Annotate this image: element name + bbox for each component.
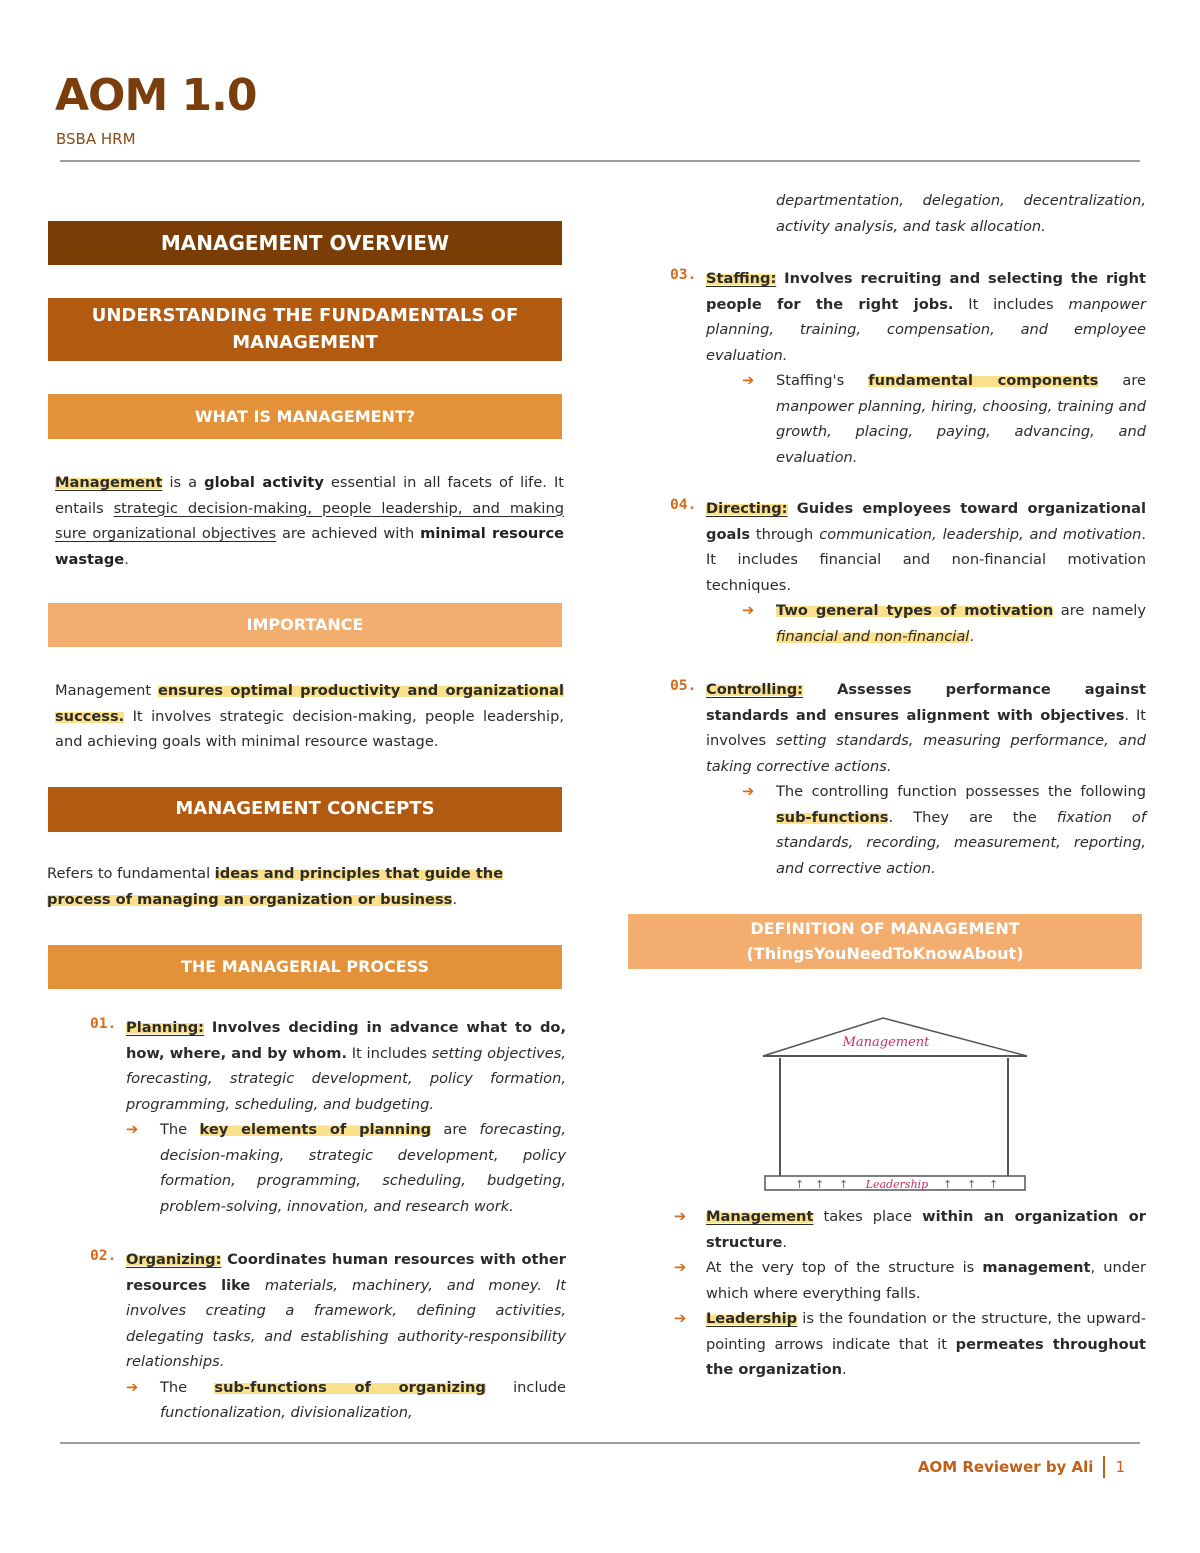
roof-label: Management <box>842 1035 930 1050</box>
text-run: are achieved with <box>276 525 421 542</box>
banner-management-concepts: MANAGEMENT CONCEPTS <box>48 787 562 832</box>
text-run: . They are the <box>888 808 1057 826</box>
bold-run: Coordinates human resources with other resources like <box>126 1251 566 1294</box>
highlight-phrase: sub-functions <box>776 808 889 826</box>
text-run: Refers to fundamental <box>47 865 215 882</box>
text-run: essential in all facets of life. It entails <box>55 474 564 517</box>
text-run: . <box>969 627 974 645</box>
arrow-icon: ➔ <box>126 1378 139 1396</box>
text-run: . <box>782 1233 788 1251</box>
process-item-organizing <box>90 1247 566 1426</box>
item-number: 04. <box>670 496 697 513</box>
arrow-icon: ↑ <box>989 1178 999 1191</box>
underlined-phrase: strategic decision-making, people leadership, and making sure organizational objectives <box>55 499 564 542</box>
arrow-icon: ➔ <box>742 602 755 619</box>
page-number: 1 <box>1115 1458 1125 1476</box>
footer-label: AOM Reviewer by Ali <box>917 1458 1094 1476</box>
text-run: It includes <box>347 1044 432 1062</box>
term-staffing: Staffing: <box>706 270 777 287</box>
sub-item <box>742 368 1146 470</box>
text-run: are <box>1098 372 1146 389</box>
text-run: The <box>160 1121 200 1138</box>
term-management: Management <box>706 1208 814 1225</box>
term-management: Management <box>55 474 163 491</box>
bold-run: Guides employees toward organizational goals <box>706 500 1146 543</box>
arrow-icon: ↑ <box>795 1178 805 1191</box>
sub-item <box>126 1375 566 1426</box>
organizing-continued <box>776 188 1146 239</box>
bullet-item <box>674 1306 1146 1383</box>
term-global-activity: global activity <box>204 474 324 491</box>
concepts-paragraph <box>47 861 522 912</box>
text-run: At the very top of the structure is <box>706 1259 983 1276</box>
importance-paragraph <box>55 678 564 755</box>
banner-definition-of-management <box>628 914 1142 969</box>
item-body <box>706 496 1146 598</box>
italic-run: communication, leadership, and motivation <box>819 525 1142 543</box>
text-run: . <box>842 1361 847 1378</box>
sub-item <box>742 598 1146 649</box>
term-controlling: Controlling: <box>706 681 804 698</box>
text-run: It includes <box>953 295 1069 313</box>
text-run: is a <box>162 474 205 491</box>
term-planning: Planning: <box>126 1019 204 1036</box>
arrow-icon: ↑ <box>839 1178 849 1191</box>
banner-what-is-management: WHAT IS MANAGEMENT? <box>48 394 562 439</box>
highlight-phrase: sub-functions of organizing <box>214 1378 486 1396</box>
definition-bullets <box>672 1204 1146 1383</box>
text-run: Management <box>55 682 158 699</box>
arrow-icon: ➔ <box>126 1121 139 1138</box>
bold-run: within an organization or structure <box>706 1208 1147 1251</box>
italic-run: manpower planning, training, compensation, and employee evaluation. <box>706 295 1147 364</box>
bullet-item <box>674 1204 1147 1255</box>
highlight-phrase: key elements of planning <box>199 1121 432 1138</box>
text-run: are <box>431 1121 480 1138</box>
item-number: 01. <box>90 1015 117 1032</box>
text-run: . <box>124 550 129 568</box>
arrow-icon: ➔ <box>674 1259 687 1276</box>
arrow-icon: ➔ <box>674 1208 687 1225</box>
text-run: . <box>452 890 457 908</box>
bold-run: Assesses performance against standards and ensures alignment with objectives <box>706 681 1146 724</box>
arrow-icon: ➔ <box>674 1310 687 1327</box>
arrow-icon: ↑ <box>943 1178 953 1191</box>
management-structure-diagram <box>755 1010 1035 1195</box>
bold-run: Involves deciding in advance what to do, how, where, and by whom. <box>126 1019 566 1062</box>
text-run: are namely <box>1053 602 1146 619</box>
banner-managerial-process: THE MANAGERIAL PROCESS <box>48 945 562 989</box>
bold-run: permeates throughout the organization <box>706 1335 1146 1378</box>
banner-line: DEFINITION OF MANAGEMENT <box>750 918 1020 938</box>
banner-line: (ThingsYouNeedToKnowAbout) <box>746 943 1024 963</box>
italic-run: manpower planning, hiring, choosing, training and growth, placing, paying, advancing, and evaluation. <box>776 397 1146 466</box>
arrow-icon: ↑ <box>967 1178 977 1191</box>
term-minimal-resource-wastage: minimal resource wastage <box>55 525 564 568</box>
document-title: AOM 1.0 <box>55 70 257 121</box>
process-item-planning <box>90 1015 566 1219</box>
item-body <box>126 1247 566 1375</box>
banner-importance: IMPORTANCE <box>48 603 562 647</box>
highlight-phrase: ideas and principles that guide the process of managing an organization or business <box>47 865 504 908</box>
text-run: It involves strategic decision-making, people leadership, and achieving goals with minimal resource wastage. <box>55 707 564 750</box>
page-footer <box>918 1456 1125 1478</box>
item-number: 05. <box>670 677 697 694</box>
process-item-controlling <box>670 677 1146 881</box>
italic-run: departmentation, delegation, decentralization, activity analysis, and task allocation. <box>776 192 1146 235</box>
text-run: The <box>160 1378 215 1396</box>
what-is-management-paragraph <box>55 470 564 572</box>
sub-item <box>126 1117 566 1219</box>
item-number: 02. <box>90 1247 117 1264</box>
document-subtitle: BSBA HRM <box>56 130 136 148</box>
term-directing: Directing: <box>706 500 788 517</box>
text-run: . It involves <box>706 706 1146 749</box>
footer-separator <box>1103 1456 1105 1478</box>
italic-run: functionalization, divisionalization, <box>160 1404 413 1421</box>
italic-highlight: financial and non-financial <box>776 627 970 645</box>
bold-run: management <box>982 1259 1091 1276</box>
text-run: is the foundation or the structure, the upward-pointing arrows indicate that it <box>706 1310 1146 1353</box>
italic-run: fixation of standards, recording, measurement, reporting, and corrective action. <box>776 808 1146 877</box>
arrow-icon: ➔ <box>742 783 755 800</box>
italic-run: setting objectives, forecasting, strategic development, policy formation, programming, scheduling, and budgeting. <box>126 1044 567 1113</box>
bullet-item <box>674 1255 1146 1306</box>
banner-understanding-fundamentals: UNDERSTANDING THE FUNDAMENTALS OF MANAGEMENT <box>48 298 562 361</box>
text-run: The controlling function possesses the following <box>776 783 1146 800</box>
item-number: 03. <box>670 266 697 283</box>
footer-divider <box>60 1442 1140 1444</box>
sub-item <box>742 779 1146 881</box>
highlight-phrase: fundamental components <box>868 372 1099 389</box>
italic-run: setting standards, measuring performance, and taking corrective actions. <box>706 732 1146 775</box>
item-body <box>706 266 1146 368</box>
arrow-icon: ↑ <box>815 1178 825 1191</box>
text-run: Staffing's <box>776 372 869 389</box>
arrow-icon: ➔ <box>742 372 755 389</box>
highlight-phrase: Two general types of motivation <box>776 602 1054 619</box>
process-item-directing <box>670 496 1146 649</box>
term-organizing: Organizing: <box>126 1251 222 1268</box>
italic-run: forecasting, decision-making, strategic development, policy formation, programming, scheduling, budgeting, problem-solving, innovation, and research work. <box>160 1121 566 1215</box>
text-run: . It includes financial and non-financial motivation techniques. <box>706 525 1146 594</box>
highlight-phrase: ensures optimal productivity and organizational success. <box>55 682 565 725</box>
item-body <box>706 677 1146 779</box>
text-run: through <box>750 525 820 543</box>
header-divider <box>60 160 1140 162</box>
base-label: Leadership <box>865 1178 929 1191</box>
banner-management-overview: MANAGEMENT OVERVIEW <box>48 221 562 265</box>
text-run: include <box>485 1378 566 1396</box>
text-run: takes place <box>813 1208 923 1225</box>
bold-run: Involves recruiting and selecting the right people for the right jobs. <box>706 270 1146 313</box>
term-leadership: Leadership <box>706 1310 798 1327</box>
process-item-staffing <box>670 266 1146 470</box>
italic-run: materials, machinery, and money. It involves creating a framework, defining activities, delegating tasks, and establishing authority-responsibility relationships. <box>126 1276 566 1370</box>
item-body <box>126 1015 566 1117</box>
text-run: , under which where everything falls. <box>706 1259 1146 1302</box>
